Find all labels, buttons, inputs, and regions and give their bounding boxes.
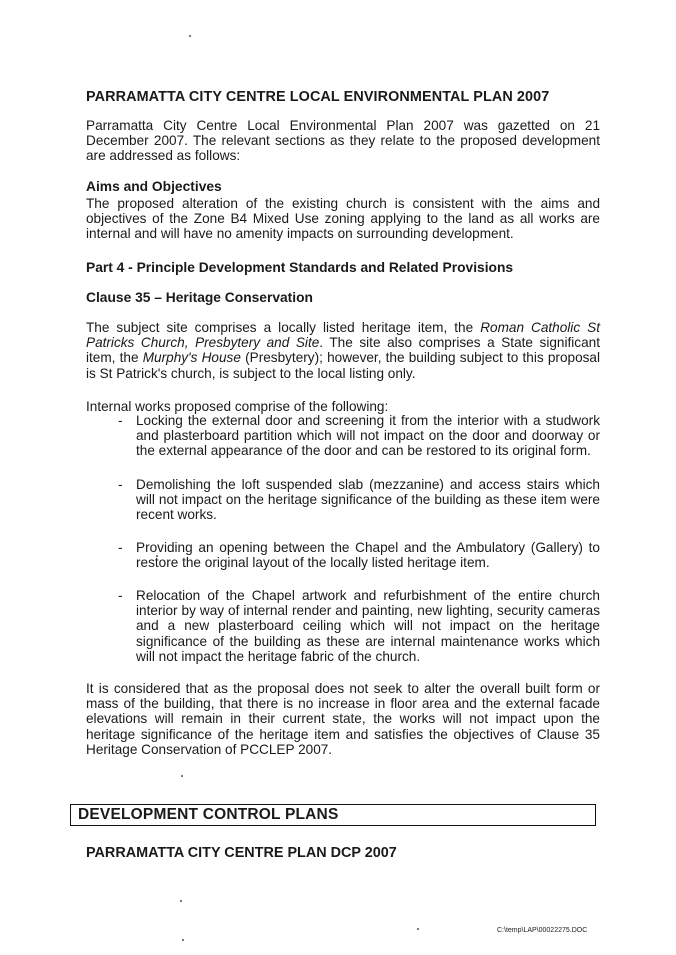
file-reference: C:\temp\LAP\00022275.DOC: [497, 927, 588, 934]
section-heading: DEVELOPMENT CONTROL PLANS: [78, 806, 339, 823]
scan-speck: [180, 900, 182, 902]
state-item-name: Murphy's House: [142, 350, 241, 366]
aims-paragraph: [86, 196, 600, 242]
dcp-heading: PARRAMATTA CITY CENTRE PLAN DCP 2007: [86, 845, 397, 861]
list-item-text: Demolishing the loft suspended slab (mezzanine) and access stairs which will not impact on the heritage significance of the building as these item were recent works.: [136, 477, 600, 523]
part4-heading: Part 4 - Principle Development Standards and Related Provisions: [86, 260, 514, 275]
clause35-paragraph: [86, 320, 600, 381]
conclusion-text: It is considered that as the proposal does not seek to alter the overall built form or mass of the building, that there is no increase in floor area and the external facade elevations will remain in their current state, the works will not impact upon the heritage significance of the heritage item and satisfies the objectives of Clause 35 Heritage Conservation of PCCLEP 2007.: [86, 681, 600, 757]
conclusion-paragraph: [86, 681, 600, 757]
list-item-text: Providing an opening between the Chapel and the Ambulatory (Gallery) to restore the original layout of the locally listed heritage item.: [136, 540, 600, 571]
section-heading-box: [70, 804, 596, 826]
scan-speck: [181, 775, 183, 777]
clause35-text-part: (Presbytery); however, the building subject to this proposal is St Patrick's church, is subject to the local listing only.: [86, 350, 601, 381]
intro-paragraph: [86, 118, 600, 164]
list-item-text: Relocation of the Chapel artwork and refurbishment of the entire church interior by way of internal render and painting, new lighting, security cameras and a new plasterboard ceiling which will not impact on the heritage significance of the building as these are internal maintenance works which will not impact the heritage fabric of the church.: [136, 588, 600, 664]
clause35-heading: Clause 35 – Heritage Conservation: [86, 290, 313, 305]
scan-speck: [417, 928, 419, 930]
clause35-text: [86, 320, 600, 381]
intro-text: Parramatta City Centre Local Environmental Plan 2007 was gazetted on 21 December 2007. The relevant sections as they relate to the proposed development are addressed as follows:: [86, 118, 600, 164]
list-dash: -: [118, 477, 123, 492]
list-dash: -: [118, 413, 123, 428]
list-dash: -: [118, 588, 123, 603]
aims-text: The proposed alteration of the existing church is consistent with the aims and objectives of the Zone B4 Mixed Use zoning applying to the land as all works are internal and will have no amenity impacts on surrounding development.: [86, 196, 600, 242]
works-intro: Internal works proposed comprise of the following:: [86, 399, 389, 414]
list-item-text: Locking the external door and screening it from the interior with a studwork and plasterboard partition which will not impact on the door and doorway or the external appearance of the door and can be restored to its original form.: [136, 413, 600, 459]
clause35-text-part: . The site also comprises a State significant item, the: [86, 335, 600, 366]
document-title: PARRAMATTA CITY CENTRE LOCAL ENVIRONMENTAL PLAN 2007: [86, 89, 550, 105]
heritage-item-name: Roman Catholic St Patricks Church, Presbytery and Site: [86, 320, 600, 351]
scan-speck: [189, 35, 191, 37]
clause35-text-part: The subject site comprises a locally listed heritage item, the: [86, 320, 481, 335]
scan-speck: [182, 939, 184, 941]
list-dash: -: [118, 540, 123, 555]
aims-heading: Aims and Objectives: [86, 179, 222, 194]
